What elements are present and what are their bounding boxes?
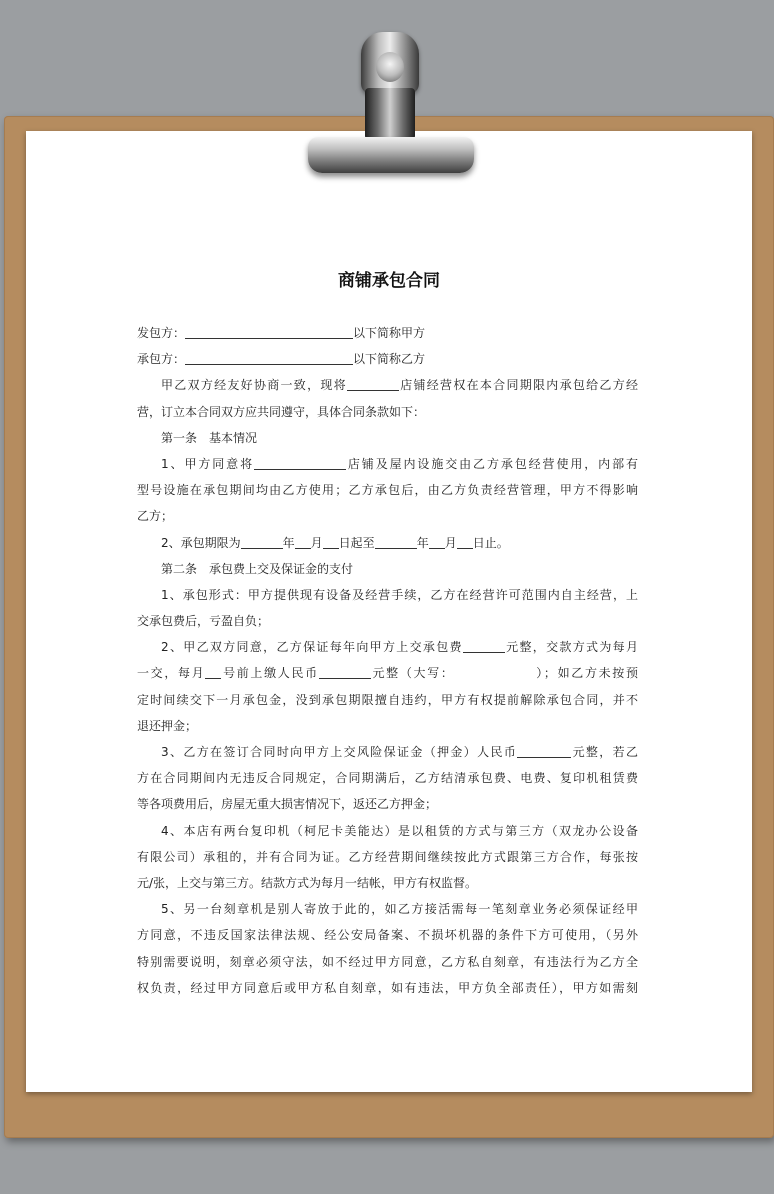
- start-month-blank: [295, 534, 311, 549]
- clause-2-3-line2: 方在合同期间内无违反合同规定，合同期满后，乙方结清承包费、电费、复印机租赁费: [137, 771, 638, 786]
- monthly-amount-blank: [319, 664, 371, 679]
- article-2-heading: 第二条 承包费上交及保证金的支付: [161, 561, 354, 576]
- payment-day-blank: [205, 664, 221, 679]
- start-year-blank: [241, 534, 283, 549]
- intro-paragraph-line1: 甲乙双方经友好协商一致，现将 店铺经营权在本合同期限内承包给乙方经: [161, 378, 638, 393]
- party-a-line: 发包方： 以下简称甲方: [137, 326, 426, 340]
- clause-1-1-line2: 型号设施在承包期间均由乙方使用；乙方承包后，由乙方负责经营管理，甲方不得影响: [137, 483, 638, 498]
- end-year-blank: [375, 534, 417, 549]
- start-day-blank: [323, 534, 339, 549]
- annual-fee-blank: [463, 638, 505, 653]
- binder-clip-lever: [365, 88, 415, 140]
- document-title: 商铺承包合同: [338, 271, 440, 291]
- clause-2-1-line2: 交承包费后，亏盈自负；: [137, 614, 270, 629]
- binder-clip-hole: [376, 52, 404, 82]
- clause-2-2-line3: 定时间续交下一月承包金，没到承包期限擅自违约，甲方有权提前解除承包合同，并不: [137, 692, 638, 707]
- clause-2-4-line3: 元/张，上交与第三方。结款方式为每月一结帐，甲方有权监督。: [137, 875, 478, 890]
- clause-2-5-line4: 权负责，经过甲方同意后或甲方私自刻章，如有违法，甲方负全部责任），甲方如需刻: [137, 980, 638, 995]
- binder-clip-plate: [308, 137, 474, 173]
- clause-2-5-line3: 特别需要说明，刻章必须守法，如不经过甲方同意，乙方私自刻章，有违法行为乙方全: [137, 954, 638, 969]
- shop-blank: [254, 455, 346, 470]
- shop-name-blank: [347, 376, 399, 391]
- clause-2-5-line1: 5、另一台刻章机是别人寄放于此的，如乙方接活需每一笔刻章业务必须保证经甲: [161, 902, 638, 917]
- clause-2-3-line1: 3、乙方在签订合同时向甲方上交风险保证金（押金）人民币 元整，若乙: [161, 745, 638, 759]
- clause-2-1-line1: 1、承包形式：甲方提供现有设备及经营手续，乙方在经营许可范围内自主经营，上: [161, 587, 638, 602]
- end-month-blank: [429, 534, 445, 549]
- clause-2-5-line2: 方同意，不违反国家法律法规、经公安局备案、不损坏机器的条件下方可使用，（另外: [137, 928, 638, 943]
- clause-2-4-line2: 有限公司）承租的，并有合同为证。乙方经营期间继续按此方式跟第三方合作，每张按: [137, 849, 638, 864]
- clause-2-2-line1: 2、甲乙双方同意，乙方保证每年向甲方上交承包费 元整，交款方式为每月: [161, 640, 638, 655]
- article-1-heading: 第一条 基本情况: [161, 430, 258, 445]
- clause-2-2-line4: 退还押金；: [137, 718, 198, 733]
- contract-body: [137, 320, 638, 1001]
- clause-1-2: 2、承包期限为 年 月 日起至 年 月 日止。: [161, 535, 509, 550]
- deposit-blank: [517, 743, 571, 758]
- clause-1-1-line1: 1、甲方同意将 店铺及屋内设施交由乙方承包经营使用，内部有: [161, 456, 638, 471]
- intro-paragraph-line2: 营，订立本合同双方应共同遵守，具体合同条款如下：: [137, 404, 426, 419]
- end-day-blank: [457, 534, 473, 549]
- clause-2-2-line2: 一交，每月 号前上缴人民币 元整（大写： ）；如乙方未按预: [137, 666, 638, 681]
- clause-2-4-line1: 4、本店有两台复印机（柯尼卡美能达）是以租赁的方式与第三方（双龙办公设备: [161, 823, 638, 838]
- party-b-line: 承包方： 以下简称乙方: [137, 352, 426, 367]
- clause-2-3-line3: 等各项费用后，房屋无重大损害情况下，返还乙方押金；: [137, 797, 438, 812]
- party-a-blank: [185, 324, 353, 339]
- clause-1-1-line3: 乙方；: [137, 509, 174, 524]
- party-b-blank: [185, 350, 353, 365]
